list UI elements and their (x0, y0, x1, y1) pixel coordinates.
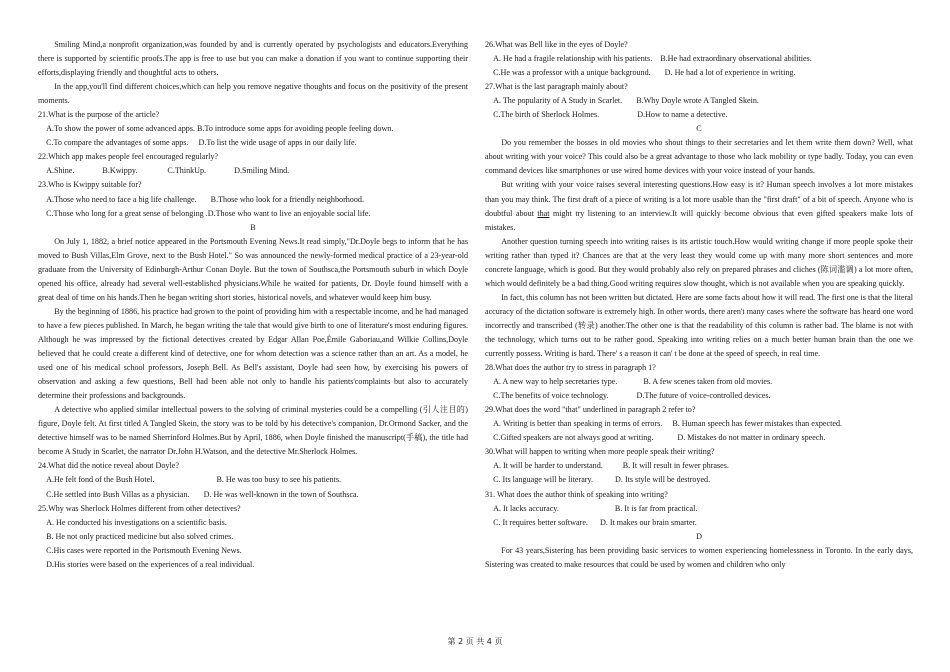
option-a: A. Writing is better than speaking in terms of errors. (493, 419, 663, 429)
option-d: D.To list the wide usage of apps in our daily life. (198, 138, 357, 148)
option-d: D. He had a lot of experience in writing. (664, 68, 796, 78)
question-24-stem: 24.What did the notice reveal about Doyle? (38, 461, 179, 471)
option-c: C.Those who long for a great sense of belonging . (46, 208, 208, 218)
option-b: B. Human speech has fewer mistakes than expected. (672, 419, 843, 429)
option-c: C.To compare the advantages of some apps. (46, 138, 189, 148)
option-d: D.The future of voice-controlled devices. (636, 391, 771, 401)
passage-b-paragraph: By the beginning of 1886, his practice had grown to the point of providing him with a respectable income, and he had managed to have a few pieces published. In March, he began writing the tale that would give birth to one of literature's most enduring figures. Although he was impressed by the fictional detectives created by Edgar Allan Poe,Émile Gaboriau,and Wilkie Collins,Doyle believed that he could create a different kind of detective, one for whom detection was a science rather than an art. As a model, he used one of his medical school professors, Joseph Bell. As Bell's assistant, Doyle had seen how, by exercising his powers of observation and asking a few questions, Bell had been able not only to handle his patients'complaints but also to accurately determine their professions and backgrounds. (38, 306, 468, 401)
option-a: A.To show the power of some advanced apps. (46, 124, 195, 134)
option-d: D.How to name a detective. (637, 110, 728, 120)
option-c: C. It requires better software. (493, 517, 588, 527)
option-b: B. He was too busy to see his patients. (216, 475, 341, 485)
option-a: A. It will be harder to understand. (493, 461, 603, 471)
option-c: C.The birth of Sherlock Holmes. (493, 110, 600, 120)
question-29-stem: 29.What does the word "that" underlined in paragraph 2 refer to? (485, 405, 696, 415)
question-25-option-c: C.His cases were reported in the Portsmouth Evening News. (46, 545, 242, 555)
option-a: A. It lacks accuracy. (493, 503, 559, 513)
question-22-options (38, 164, 468, 178)
question-28-options-cd (485, 389, 913, 403)
question-21-options-cd (38, 136, 468, 150)
passage-a-paragraph: Smiling Mind,a nonprofit organization,was founded by and is currently operated by psychologists and educators.Everything there is supported by scientific proofs.The app is free to use but you can make a donation if you want to continue supporting their efforts,displaying friendly and thoughtful acts to others. (38, 40, 468, 78)
question-29-options-ab (485, 417, 913, 431)
option-a: A. The popularity of A Study in Scarlet. (493, 96, 623, 106)
underlined-word: that (537, 208, 550, 218)
question-25-option-a: A. He conducted his investigations on a scientific basis. (46, 517, 227, 527)
option-c: C.ThinkUp. (167, 166, 207, 176)
option-d: D. It makes our brain smarter. (599, 517, 697, 527)
question-24-options-cd (38, 488, 468, 502)
question-27-options-ab (485, 94, 913, 108)
question-24-options-ab (38, 473, 468, 487)
section-d-heading: D (696, 531, 702, 541)
question-27-stem: 27.What is the last paragraph mainly about? (485, 82, 628, 92)
question-23-options-ab (38, 193, 468, 207)
left-column (38, 38, 468, 572)
option-a: A.Those who need to face a big life challenge. (46, 194, 197, 204)
passage-c-paragraph: Do you remember the bosses in old movies who shout things to their secretaries and let them write them down? Well, what about writing with your voice? This could also be a great advantage to those who lack mobility or type badly. Today, you can even command devices like smartphones or use wired home devices with your voice instead of your hands. (485, 138, 913, 176)
question-26-options-cd (485, 66, 913, 80)
option-c: C.He settled into Bush Villas as a physician. (46, 489, 190, 499)
question-23-stem: 23.Who is Kwippy suitable for? (38, 180, 142, 190)
option-b: B.Why Doyle wrote A Tangled Skein. (636, 96, 759, 106)
option-b: B. It is far from practical. (614, 503, 698, 513)
question-25-stem: 25.Why was Sherlock Holmes different from other detectives? (38, 503, 241, 513)
passage-a-paragraph: In the app,you'll find different choices,which can help you remove negative thoughts and focus on the positivity of the present moments. (38, 82, 468, 106)
option-b: B.Kwippy. (102, 166, 138, 176)
option-d: D.Smiling Mind. (234, 166, 290, 176)
question-22-stem: 22.Which app makes people feel encouraged regularly? (38, 152, 219, 162)
question-23-options-cd (38, 207, 468, 221)
option-b: B. It will result in fewer phrases. (622, 461, 729, 471)
option-b: B. A few scenes taken from old movies. (643, 377, 773, 387)
passage-b-paragraph: A detective who applied similar intellectual powers to the solving of criminal mysteries could be a compelling (引人注目的) figure, Doyle felt. At first titled A Tangled Skein, the story was to be told by his detective's companion, Dr.Ormond Sacker, and the detective himself was to be named Sherrinford Holmes.But by April, 1886, when Doyle finished the manuscript(手稿), the title had become A Study in Scarlet, the narrator Dr.John H.Watson, and the detective Mr.Sherlock Holmes. (38, 405, 468, 457)
option-d: D. Mistakes do not matter in ordinary speech. (677, 433, 826, 443)
question-25-option-d: D.His stories were based on the experiences of a real individual. (46, 559, 255, 569)
section-c-heading: C (696, 124, 702, 134)
passage-d-paragraph: For 43 years,Sistering has been providing basic services to women experiencing homelessness in Toronto. In the early days, Sistering was created to make resources that could be used by women and children who only (485, 545, 913, 569)
option-c: C. Its language will be literary. (493, 475, 594, 485)
question-27-options-cd (485, 108, 913, 122)
question-31-options-ab (485, 502, 913, 516)
option-c: C.Gifted speakers are not always good at writing. (493, 433, 654, 443)
question-28-options-ab (485, 375, 913, 389)
option-b: B.Those who look for a friendly neighborhood. (210, 194, 364, 204)
question-28-stem: 28.What does the author try to stress in paragraph 1? (485, 363, 656, 373)
option-d: D.Those who want to live an enjoyable social life. (207, 208, 371, 218)
option-a: A.Shine. (46, 166, 75, 176)
passage-c-paragraph: Another question turning speech into writing raises is its artistic touch.How would writing change if more people spoke their writing rather than typed it? Chances are that at the very least they would come up with many more short sentences and more concrete language, which is good. But they would probably also rely on prepared phrases and cliches (陈词滥调) a lot more often, which would definitely be a bad thing.Good writing requires slow thought, which is not available when you are speaking quickly. (485, 236, 913, 288)
option-c: C.He was a professor with a unique background. (493, 68, 651, 78)
question-21-stem: 21.What is the purpose of the article? (38, 110, 160, 120)
question-30-options-cd (485, 473, 913, 487)
option-d: D. He was well-known in the town of Southsca. (203, 489, 359, 499)
question-30-options-ab (485, 459, 913, 473)
question-30-stem: 30.What will happen to writing when more people speak their writing? (485, 447, 715, 457)
option-a: A. A new way to help secretaries type. (493, 377, 618, 387)
section-b-heading: B (250, 222, 256, 232)
option-c: C.The benefits of voice technology. (493, 391, 609, 401)
question-29-options-cd (485, 431, 913, 445)
passage-b-paragraph: On July 1, 1882, a brief notice appeared in the Portsmouth Evening News.It read simply,"Dr.Doyle begs to inform that he has moved to Bush Villas,Elm Grove, next to the Bush Hotel." So was announced the newly-formed medical practice of a 23-year-old graduate from the University of Edinburgh-Arthur Conan Doyle. But the town of Southsca,the Portsmouth suburb in which Doyle opened his office, already had several well-establishcd physicians.While he waited for patients, Dr. Doyle found himself with a great deal of time on his hands.Then he began writing short stories, historical novels, and whatever would keep him busy. (38, 236, 468, 302)
option-b: B.To introduce some apps for avoiding people feeling down. (197, 124, 394, 134)
question-31-stem: 31. What does the author think of speaking into writing? (485, 489, 668, 499)
question-31-options-cd (485, 516, 913, 530)
option-d: D. Its style will be destroyed. (615, 475, 711, 485)
question-26-options-ab (485, 52, 913, 66)
passage-c-paragraph: In fact, this column has not been written but dictated. Here are some facts about how it will read. The first one is that the literal accuracy of the dictation software is extremely high. In other words, there aren't many cases where the software has heard one word incorrectly and transcribed (转录) another.The other one is that the readability of this column is rather bad. The blame is not with the technology, which turns out to be rather good. Speaking into writing relies on a much better human brain than the one we currently possess. Writing is hard. There' s a reason it can' t be done at the speed of speech, in real time. (485, 292, 913, 359)
option-a: A. He had a fragile relationship with his patients. (493, 54, 653, 64)
option-a: A.He felt fond of the Bush Hotel. (46, 475, 155, 485)
option-b: B.He had extraordinary observational abilities. (660, 54, 812, 64)
right-column (485, 38, 913, 572)
question-26-stem: 26.What was Bell like in the eyes of Doyle? (485, 40, 628, 49)
passage-c-paragraph: But writing with your voice raises several interesting questions.How easy is it? Human speech involves a lot more mistakes than you may think. The first draft of a piece of writing is a lot more usable than the "first draft" of a bit of speech. Anyone who is doubtful about that might try listening to an interview.It will quickly become obvious that even gifted speakers make lots of mistakes. (485, 180, 913, 232)
question-25-option-b: B. He not only practiced medicine but also solved crimes. (46, 531, 234, 541)
question-21-options-ab (38, 122, 468, 136)
page-number: 第 2 页 共 4 页 (447, 637, 503, 646)
